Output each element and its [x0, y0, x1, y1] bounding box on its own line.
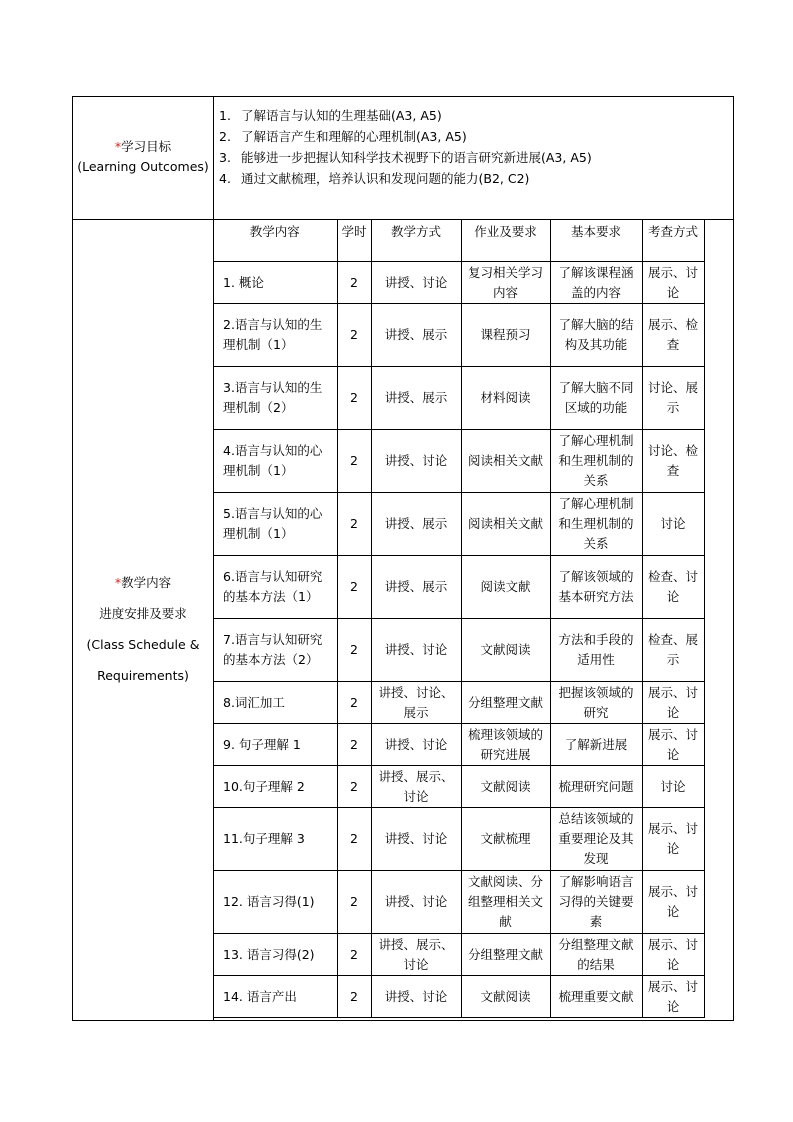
outcome-item: 2. 了解语言产生和理解的心理机制(A3, A5): [219, 129, 467, 144]
table-row: [213, 724, 704, 766]
cell-basic: 了解该领域的基本研究方法: [550, 556, 642, 619]
cell-homework: 文献阅读、分组整理相关文献: [461, 871, 550, 934]
cell-homework: 分组整理文献: [461, 934, 550, 976]
cell-assess: 展示、讨论: [642, 976, 704, 1018]
schedule-label-cn-2: 进度安排及要求: [99, 606, 187, 621]
table-row: [213, 556, 704, 619]
cell-method: 讲授、讨论: [371, 976, 461, 1018]
cell-homework: 复习相关学习内容: [461, 262, 550, 304]
cell-method: 讲授、讨论: [371, 430, 461, 493]
table-row: [213, 619, 704, 682]
cell-basic: 总结该领域的重要理论及其发现: [550, 808, 642, 871]
cell-homework: 课程预习: [461, 304, 550, 367]
cell-assess: 展示、讨论: [642, 808, 704, 871]
required-star: *: [114, 139, 122, 154]
cell-method: 讲授、展示: [371, 556, 461, 619]
cell-method: 讲授、展示: [371, 367, 461, 430]
table-row: [213, 493, 704, 556]
cell-topic: 13. 语言习得(2): [213, 934, 337, 976]
cell-homework: 文献阅读: [461, 619, 550, 682]
cell-topic: 12. 语言习得(1): [213, 871, 337, 934]
cell-homework: 文献梳理: [461, 808, 550, 871]
schedule-label-en-1: (Class Schedule &: [86, 637, 200, 652]
syllabus-table: [72, 96, 734, 1021]
cell-homework: 分组整理文献: [461, 682, 550, 724]
learning-outcomes-list: [219, 105, 729, 189]
cell-method: 讲授、展示、讨论: [371, 766, 461, 808]
outcome-item: 4. 通过文献梳理，培养认识和发现问题的能力(B2, C2): [219, 171, 530, 186]
header-assessment: 考查方式: [642, 220, 704, 262]
cell-homework: 材料阅读: [461, 367, 550, 430]
cell-basic: 梳理研究问题: [550, 766, 642, 808]
cell-basic: 了解心理机制和生理机制的关系: [550, 430, 642, 493]
cell-assess: 展示、讨论: [642, 934, 704, 976]
cell-topic: 9. 句子理解 1: [213, 724, 337, 766]
cell-homework: 文献阅读: [461, 976, 550, 1018]
table-row: [213, 871, 704, 934]
cell-topic: 8.词汇加工: [213, 682, 337, 724]
cell-assess: 展示、讨论: [642, 724, 704, 766]
cell-assess: 展示、讨论: [642, 871, 704, 934]
table-row: [213, 262, 704, 304]
cell-basic: 方法和手段的适用性: [550, 619, 642, 682]
cell-assess: 讨论、检查: [642, 430, 704, 493]
required-star: *: [114, 575, 122, 590]
cell-basic: 了解大脑不同区域的功能: [550, 367, 642, 430]
outcome-item: 3. 能够进一步把握认知科学技术视野下的语言研究新进展(A3, A5): [219, 150, 592, 165]
cell-hours: 2: [337, 493, 371, 556]
cell-assess: 讨论: [642, 493, 704, 556]
cell-assess: 讨论、展示: [642, 367, 704, 430]
cell-homework: 阅读相关文献: [461, 430, 550, 493]
cell-method: 讲授、讨论: [371, 262, 461, 304]
cell-hours: 2: [337, 430, 371, 493]
table-row: [213, 682, 704, 724]
header-method: 教学方式: [371, 220, 461, 262]
table-row: [213, 976, 704, 1018]
header-basic-requirements: 基本要求: [550, 220, 642, 262]
cell-basic: 梳理重要文献: [550, 976, 642, 1018]
cell-topic: 2.语言与认知的生理机制（1）: [213, 304, 337, 367]
cell-hours: 2: [337, 766, 371, 808]
cell-homework: 阅读文献: [461, 556, 550, 619]
cell-topic: 7.语言与认知研究的基本方法（2）: [213, 619, 337, 682]
cell-hours: 2: [337, 871, 371, 934]
cell-topic: 11.句子理解 3: [213, 808, 337, 871]
cell-basic: 了解该课程涵盖的内容: [550, 262, 642, 304]
header-hours: 学时: [337, 220, 371, 262]
table-row: [213, 304, 704, 367]
cell-basic: 了解心理机制和生理机制的关系: [550, 493, 642, 556]
table-row: [213, 808, 704, 871]
schedule-label-en-2: Requirements): [97, 668, 189, 683]
cell-method: 讲授、展示: [371, 304, 461, 367]
cell-assess: 检查、展示: [642, 619, 704, 682]
cell-topic: 5.语言与认知的心理机制（1）: [213, 493, 337, 556]
cell-hours: 2: [337, 682, 371, 724]
cell-basic: 了解大脑的结构及其功能: [550, 304, 642, 367]
schedule-label: [73, 567, 213, 691]
cell-hours: 2: [337, 556, 371, 619]
cell-assess: 讨论: [642, 766, 704, 808]
cell-basic: 把握该领域的研究: [550, 682, 642, 724]
cell-method: 讲授、讨论: [371, 808, 461, 871]
cell-basic: 了解影响语言习得的关键要素: [550, 871, 642, 934]
cell-basic: 了解新进展: [550, 724, 642, 766]
cell-method: 讲授、展示: [371, 493, 461, 556]
cell-topic: 10.句子理解 2: [213, 766, 337, 808]
cell-assess: 检查、讨论: [642, 556, 704, 619]
cell-hours: 2: [337, 934, 371, 976]
cell-hours: 2: [337, 367, 371, 430]
cell-assess: 展示、讨论: [642, 682, 704, 724]
cell-assess: 展示、检查: [642, 304, 704, 367]
cell-hours: 2: [337, 976, 371, 1018]
cell-hours: 2: [337, 619, 371, 682]
table-row: [213, 430, 704, 493]
cell-method: 讲授、讨论、展示: [371, 682, 461, 724]
schedule-label-cn-1: 教学内容: [121, 575, 172, 590]
cell-hours: 2: [337, 304, 371, 367]
outcome-item: 1. 了解语言与认知的生理基础(A3, A5): [219, 108, 442, 123]
cell-hours: 2: [337, 262, 371, 304]
cell-hours: 2: [337, 808, 371, 871]
cell-topic: 6.语言与认知研究的基本方法（1）: [213, 556, 337, 619]
schedule-table: [213, 219, 705, 1018]
cell-topic: 1. 概论: [213, 262, 337, 304]
cell-hours: 2: [337, 724, 371, 766]
cell-basic: 分组整理文献的结果: [550, 934, 642, 976]
cell-homework: 梳理该领域的研究进展: [461, 724, 550, 766]
learning-outcomes-label-cn: 学习目标: [121, 139, 172, 154]
cell-homework: 阅读相关文献: [461, 493, 550, 556]
cell-method: 讲授、展示、讨论: [371, 934, 461, 976]
cell-method: 讲授、讨论: [371, 724, 461, 766]
header-homework: 作业及要求: [461, 220, 550, 262]
cell-method: 讲授、讨论: [371, 619, 461, 682]
cell-topic: 3.语言与认知的生理机制（2）: [213, 367, 337, 430]
cell-topic: 14. 语言产出: [213, 976, 337, 1018]
learning-outcomes-label: [73, 137, 213, 177]
cell-homework: 文献阅读: [461, 766, 550, 808]
cell-topic: 4.语言与认知的心理机制（1）: [213, 430, 337, 493]
table-row: [213, 934, 704, 976]
cell-assess: 展示、讨论: [642, 262, 704, 304]
cell-method: 讲授、讨论: [371, 871, 461, 934]
schedule-header-row: [213, 220, 704, 262]
header-topic: 教学内容: [213, 220, 337, 262]
learning-outcomes-label-en: (Learning Outcomes): [77, 159, 209, 174]
table-row: [213, 766, 704, 808]
table-row: [213, 367, 704, 430]
